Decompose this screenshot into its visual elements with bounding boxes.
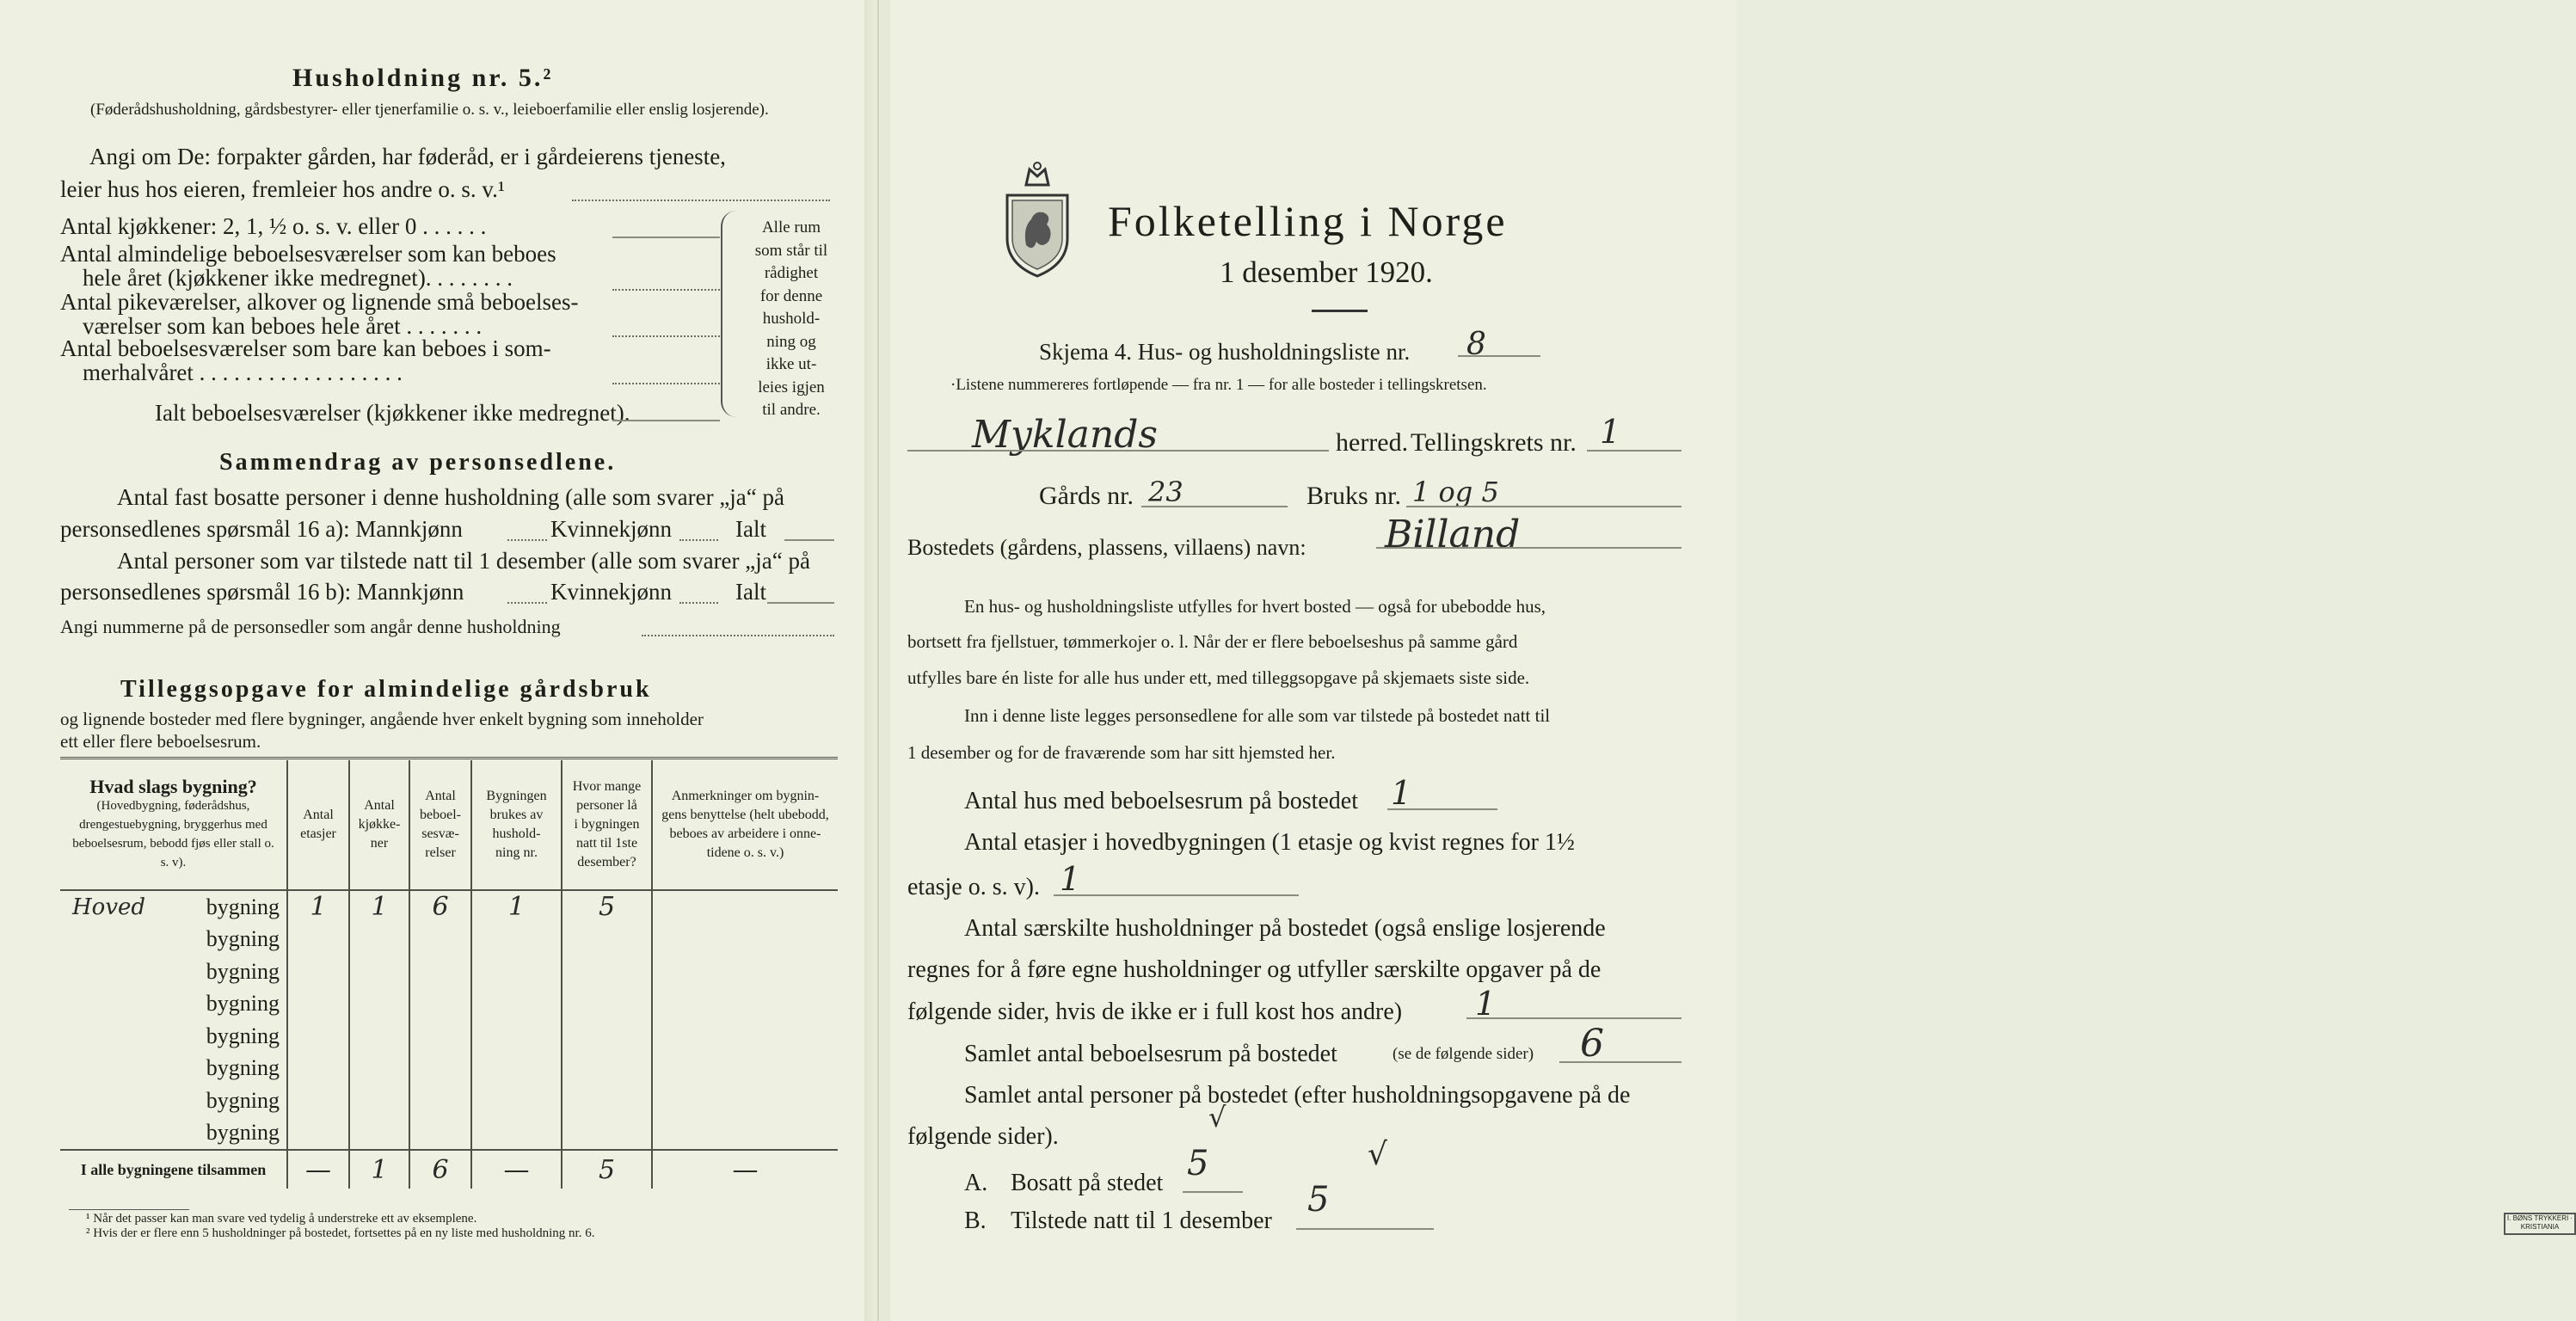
b-text: Tilstede natt til 1 desember [1011, 1207, 1272, 1234]
hus-value[interactable]: 1 [1391, 774, 1412, 812]
supplement-title: Tilleggsopgave for almindelige gårdsbruk [120, 676, 652, 703]
anm-cell[interactable] [652, 890, 838, 924]
etasjer-cell[interactable] [287, 1084, 349, 1117]
ordinary-rooms-answer[interactable] [612, 289, 720, 291]
building-row [60, 890, 838, 924]
building-label: bygning [206, 991, 280, 1017]
samlet-rum-value[interactable]: 6 [1580, 1022, 1604, 1066]
census-title: Folketelling i Norge [1108, 197, 1508, 245]
samlet-rum-note: (se de følgende sider) [1393, 1045, 1534, 1063]
hush-cell[interactable] [471, 1117, 562, 1151]
ask-answer-line[interactable] [572, 200, 830, 201]
krets-label: Tellingskrets nr. [1411, 428, 1577, 457]
a-line [1183, 1191, 1243, 1193]
building-label: bygning [206, 958, 280, 984]
rum-value: 6 [432, 892, 449, 923]
etasjer-cell[interactable] [287, 890, 349, 924]
anm-cell[interactable] [652, 1084, 838, 1117]
etasjer-cell[interactable] [287, 924, 349, 956]
side-note-line: for denne [759, 286, 823, 305]
building-type-cell[interactable] [60, 924, 287, 956]
total-rooms-answer[interactable] [612, 420, 720, 421]
building-label: bygning [206, 1120, 280, 1146]
norway-coat-of-arms-icon [1002, 159, 1073, 280]
total-hush-value: — [503, 1154, 530, 1185]
etasjer-cell[interactable] [287, 988, 349, 1021]
total-rooms-label: Ialt beboelsesværelser (kjøkkener ikke medregnet). [155, 400, 630, 426]
footnote-1: ¹ Når det passer kan man svare ved tydelig å understreke ett av eksemplene. [86, 1212, 477, 1226]
pers-cell[interactable] [562, 890, 652, 924]
a-value[interactable]: 5 [1187, 1144, 1209, 1183]
maid-rooms-l2: værelser som kan beboes hele året . . . . . . . [83, 313, 483, 339]
supplement-text-2: ett eller flere beboelsesrum. [60, 731, 261, 752]
hush-value: 1 [507, 892, 526, 923]
col-rum-header: Antal beboel- sesvæ- relser [409, 760, 471, 890]
side-note-line: til andre. [762, 401, 821, 419]
summer-rooms-l1: Antal beboelsesværelser som bare kan beboes i som- [60, 335, 551, 361]
pers-cell[interactable] [562, 924, 652, 956]
kjokken-cell[interactable] [349, 1084, 409, 1117]
col-hush-header: Bygningen brukes av hushold- ning nr. [471, 760, 562, 890]
building-type-cell[interactable] [60, 1084, 287, 1117]
a-label: A. [964, 1170, 988, 1196]
pers-value: 5 [598, 892, 616, 923]
kjokken-value: 1 [371, 892, 388, 923]
bruks-label: Bruks nr. [1306, 482, 1402, 510]
etasjer-cell[interactable] [287, 1117, 349, 1151]
building-row [60, 1020, 838, 1053]
rum-cell[interactable] [409, 1020, 471, 1053]
kjokken-cell[interactable] [349, 1053, 409, 1085]
building-label: bygning [206, 1023, 280, 1048]
building-row [60, 924, 838, 956]
ordinary-rooms-l2: hele året (kjøkkener ikke medregnet). . . . . . . . [83, 265, 513, 291]
footnote-rule [69, 1209, 189, 1210]
building-type-cell[interactable] [60, 955, 287, 988]
building-label: bygning [206, 926, 280, 952]
gards-line [1141, 506, 1288, 507]
herred-line [907, 450, 1329, 452]
kitchens-label: Antal kjøkkener: 2, 1, ½ o. s. v. eller 0 . . . . . . [60, 213, 487, 239]
summer-rooms-answer[interactable] [612, 383, 720, 384]
summary-b-l1: Antal personer som var tilstede natt til 1 desember (alle som svarer „ja“ på [117, 548, 810, 574]
col-type-desc: (Hovedbygning, føderådshus, drengestuebygning, bryggerhus med beboelsesrum, bebodd fjøs eller stall o. s. v). [72, 799, 274, 869]
table-top-rule [60, 757, 838, 759]
building-label: bygning [206, 1055, 280, 1081]
rooms-side-note [744, 217, 839, 422]
summary-b-l2: personsedlenes spørsmål 16 b): Mannkjønn [60, 579, 464, 605]
b-value[interactable]: 5 [1307, 1180, 1330, 1220]
krets-line [1587, 450, 1681, 452]
kitchens-answer[interactable] [612, 237, 720, 238]
herred-label: herred. [1336, 428, 1409, 457]
bruks-value[interactable]: 1 og 5 [1412, 476, 1499, 508]
summary-b-total-label: Ialt [735, 579, 766, 605]
numbers-line: Angi nummerne på de personsedler som angår denne husholdning [60, 616, 561, 637]
bruks-line [1406, 506, 1681, 507]
anm-cell[interactable] [652, 924, 838, 956]
left-page [0, 0, 864, 1321]
right-page [890, 0, 2573, 1321]
kjokken-cell[interactable] [349, 1020, 409, 1053]
hush-cell[interactable] [471, 924, 562, 956]
side-note-line: ning og [766, 332, 816, 351]
rum-cell[interactable] [409, 1117, 471, 1151]
printer-stamp: I. BØNS TRYKKERI · KRISTIANIA [2504, 1213, 2576, 1235]
rum-cell[interactable] [409, 924, 471, 956]
total-kjokken[interactable] [349, 1150, 409, 1189]
building-type-value: Hoved [72, 894, 146, 920]
total-etasjer[interactable] [287, 1150, 349, 1189]
rum-cell[interactable] [409, 988, 471, 1021]
b-line [1296, 1228, 1434, 1230]
ask-line-2: leier hus hos eieren, fremleier hos andre o. s. v.¹ [60, 176, 505, 202]
hush-cell[interactable] [471, 1053, 562, 1085]
pers-cell[interactable] [562, 1117, 652, 1151]
pers-cell[interactable] [562, 1084, 652, 1117]
kjokken-cell[interactable] [349, 955, 409, 988]
rum-cell[interactable] [409, 1084, 471, 1117]
kjokken-cell[interactable] [349, 890, 409, 924]
numbers-answer[interactable] [642, 635, 834, 636]
side-note-line: ikke ut- [765, 355, 817, 373]
summary-title: Sammendrag av personsedlene. [219, 449, 617, 476]
schema-number[interactable]: 8 [1466, 327, 1486, 362]
summary-a-l1: Antal fast bosatte personer i denne husholdning (alle som svarer „ja“ på [117, 484, 784, 510]
pers-cell[interactable] [562, 955, 652, 988]
total-anm-value: — [732, 1154, 759, 1185]
list-note: ·Listene nummereres fortløpende — fra nr. 1 — for alle bosteder i tellingskretsen. [950, 376, 1487, 394]
summary-b-female[interactable] [679, 602, 718, 604]
check-mark-1: √ [1208, 1101, 1227, 1134]
bosted-value[interactable]: Billand [1385, 513, 1521, 556]
col-etasjer-header: Antal etasjer [287, 760, 349, 890]
hush-cell[interactable] [471, 1084, 562, 1117]
kjokken-cell[interactable] [349, 1117, 409, 1151]
building-row [60, 955, 838, 988]
b-label: B. [964, 1207, 987, 1234]
para2-l2: 1 desember og for de fraværende som har sitt hjemsted her. [907, 742, 1336, 763]
etasjer-value: 1 [310, 892, 327, 923]
ordinary-rooms-l1: Antal almindelige beboelsesværelser som kan beboes [60, 241, 556, 267]
rum-cell[interactable] [409, 955, 471, 988]
etasjer-l2: etasje o. s. v). [907, 874, 1040, 900]
samlet-pers-l2: følgende sider). [907, 1123, 1059, 1150]
gards-value[interactable]: 23 [1148, 476, 1183, 508]
total-anm[interactable] [652, 1150, 838, 1189]
total-hush[interactable] [471, 1150, 562, 1189]
hush-cell[interactable] [471, 1020, 562, 1053]
title-rule [1312, 310, 1368, 312]
household-title: Husholdning nr. 5.² [292, 64, 554, 92]
herred-value[interactable]: Myklands [972, 413, 1158, 457]
col-type-header [60, 760, 287, 890]
side-note-line: rådighet [764, 264, 819, 282]
summer-rooms-l2: merhalvåret . . . . . . . . . . . . . . . . . . [83, 359, 403, 385]
etasjer-cell[interactable] [287, 955, 349, 988]
summary-b-female-label: Kvinnekjønn [550, 579, 672, 605]
col-type-title: Hvad slags bygning? [89, 776, 257, 797]
gards-label: Gårds nr. [1039, 482, 1134, 510]
anm-cell[interactable] [652, 988, 838, 1021]
krets-value[interactable]: 1 [1600, 413, 1621, 451]
summary-a-total-label: Ialt [735, 516, 766, 542]
maid-rooms-answer[interactable] [612, 335, 720, 337]
total-label: I alle bygningene tilsammen [60, 1150, 287, 1189]
census-date: 1 desember 1920. [1220, 255, 1433, 289]
footnote-2: ² Hvis der er flere enn 5 husholdninger på bostedet, fortsettes på en ny liste med husholdning nr. 6. [86, 1226, 595, 1240]
total-row [60, 1150, 838, 1189]
para1-l1: En hus- og husholdningsliste utfylles for hvert bosted — også for ubebodde hus, [964, 596, 1546, 617]
buildings-table [60, 760, 838, 1189]
para2-l1: Inn i denne liste legges personsedlene for alle som var tilstede på bostedet natt til [964, 705, 1551, 726]
building-type-cell[interactable] [60, 988, 287, 1021]
saer-line [1466, 1017, 1681, 1019]
rum-cell[interactable] [409, 1053, 471, 1085]
rum-cell[interactable] [409, 890, 471, 924]
para1-l2: bortsett fra fjellstuer, tømmerkojer o. l. Når der er flere beboelseshus på samme gård [907, 631, 1518, 652]
summary-b-male[interactable] [507, 602, 547, 604]
etasjer-l1: Antal etasjer i hovedbygningen (1 etasje og kvist regnes for 1½ [964, 829, 1575, 856]
building-row [60, 988, 838, 1021]
schema-label: Skjema 4. Hus- og husholdningsliste nr. [1039, 339, 1411, 365]
etasjer-cell[interactable] [287, 1053, 349, 1085]
side-note-line: hushold- [762, 310, 821, 328]
total-pers-value: 5 [598, 1154, 616, 1185]
building-type-cell[interactable] [60, 1117, 287, 1151]
ask-line-1: Angi om De: forpakter gården, har føderåd, er i gårdeierens tjeneste, [89, 144, 726, 169]
schema-number-line [1458, 355, 1540, 357]
total-rum[interactable] [409, 1150, 471, 1189]
building-label: bygning [206, 894, 280, 919]
maid-rooms-l1: Antal pikeværelser, alkover og lignende små beboelses- [60, 289, 579, 315]
side-note-line: som står til [754, 241, 828, 260]
building-type-cell[interactable] [60, 1020, 287, 1053]
col-anm-header: Anmerkninger om bygnin- gens benyttelse (helt ubebodd, beboes av arbeidere i onne- tidene o. s. v.) [652, 760, 838, 890]
building-row [60, 1117, 838, 1151]
bosted-label: Bostedets (gårdens, plassens, villaens) navn: [907, 535, 1306, 560]
saer-l2: regnes for å føre egne husholdninger og utfyller særskilte opgaver på de [907, 956, 1602, 983]
anm-cell[interactable] [652, 955, 838, 988]
etasjer-line [1054, 894, 1299, 896]
samlet-rum-label: Samlet antal beboelsesrum på bostedet [964, 1041, 1337, 1067]
total-pers[interactable] [562, 1150, 652, 1189]
fold-line [877, 0, 879, 1321]
etasjer-value[interactable]: 1 [1060, 860, 1081, 898]
samlet-pers-l1: Samlet antal personer på bostedet (efter husholdningsopgavene på de [964, 1082, 1631, 1109]
saer-value[interactable]: 1 [1475, 985, 1497, 1023]
kjokken-cell[interactable] [349, 988, 409, 1021]
hus-label: Antal hus med beboelsesrum på bostedet [964, 788, 1359, 814]
saer-l3: følgende sider, hvis de ikke er i full kost hos andre) [907, 998, 1403, 1025]
building-type-cell[interactable] [60, 1053, 287, 1085]
hus-line [1387, 808, 1497, 810]
building-type-cell[interactable] [60, 890, 287, 924]
total-kjokken-value: 1 [371, 1154, 388, 1185]
anm-cell[interactable] [652, 1020, 838, 1053]
building-row [60, 1053, 838, 1085]
summary-a-female[interactable] [679, 539, 718, 541]
col-kjokken-header: Antal kjøkke- ner [349, 760, 409, 890]
household-intro: (Føderådshusholdning, gårdsbestyrer- eller tjenerfamilie o. s. v., leieboerfamilie eller enslig losjerende). [90, 101, 769, 119]
anm-cell[interactable] [652, 1053, 838, 1085]
summary-b-total[interactable] [767, 602, 834, 604]
para1-l3: utfylles bare én liste for alle hus under ett, med tilleggsopgave på skjemaets siste side. [907, 667, 1530, 688]
side-note-line: leies igjen [758, 378, 825, 396]
pers-cell[interactable] [562, 988, 652, 1021]
total-rum-value: 6 [432, 1154, 449, 1185]
total-etasjer-value: — [305, 1154, 331, 1185]
bosted-line [1376, 547, 1681, 549]
building-row [60, 1084, 838, 1117]
kjokken-cell[interactable] [349, 924, 409, 956]
saer-l1: Antal særskilte husholdninger på bostedet (også enslige losjerende [964, 915, 1606, 942]
anm-cell[interactable] [652, 1117, 838, 1151]
summary-a-male[interactable] [507, 539, 547, 541]
building-label: bygning [206, 1087, 280, 1113]
side-note-line: Alle rum [761, 218, 821, 237]
etasjer-cell[interactable] [287, 1020, 349, 1053]
summary-a-l2: personsedlenes spørsmål 16 a): Mannkjønn [60, 516, 463, 542]
hush-cell[interactable] [471, 955, 562, 988]
check-mark-2: √ [1368, 1137, 1387, 1172]
pers-cell[interactable] [562, 1020, 652, 1053]
rooms-brace [721, 211, 736, 417]
col-pers-header: Hvor mange personer lå i bygningen natt til 1ste desember? [562, 760, 652, 890]
hush-cell[interactable] [471, 890, 562, 924]
summary-a-total[interactable] [784, 539, 834, 541]
a-text: Bosatt på stedet [1011, 1170, 1164, 1196]
supplement-text-1: og lignende bosteder med flere bygninger, angående hver enkelt bygning som inneholder [60, 709, 704, 729]
pers-cell[interactable] [562, 1053, 652, 1085]
summary-a-female-label: Kvinnekjønn [550, 516, 672, 542]
hush-cell[interactable] [471, 988, 562, 1021]
samlet-rum-line [1559, 1061, 1681, 1063]
